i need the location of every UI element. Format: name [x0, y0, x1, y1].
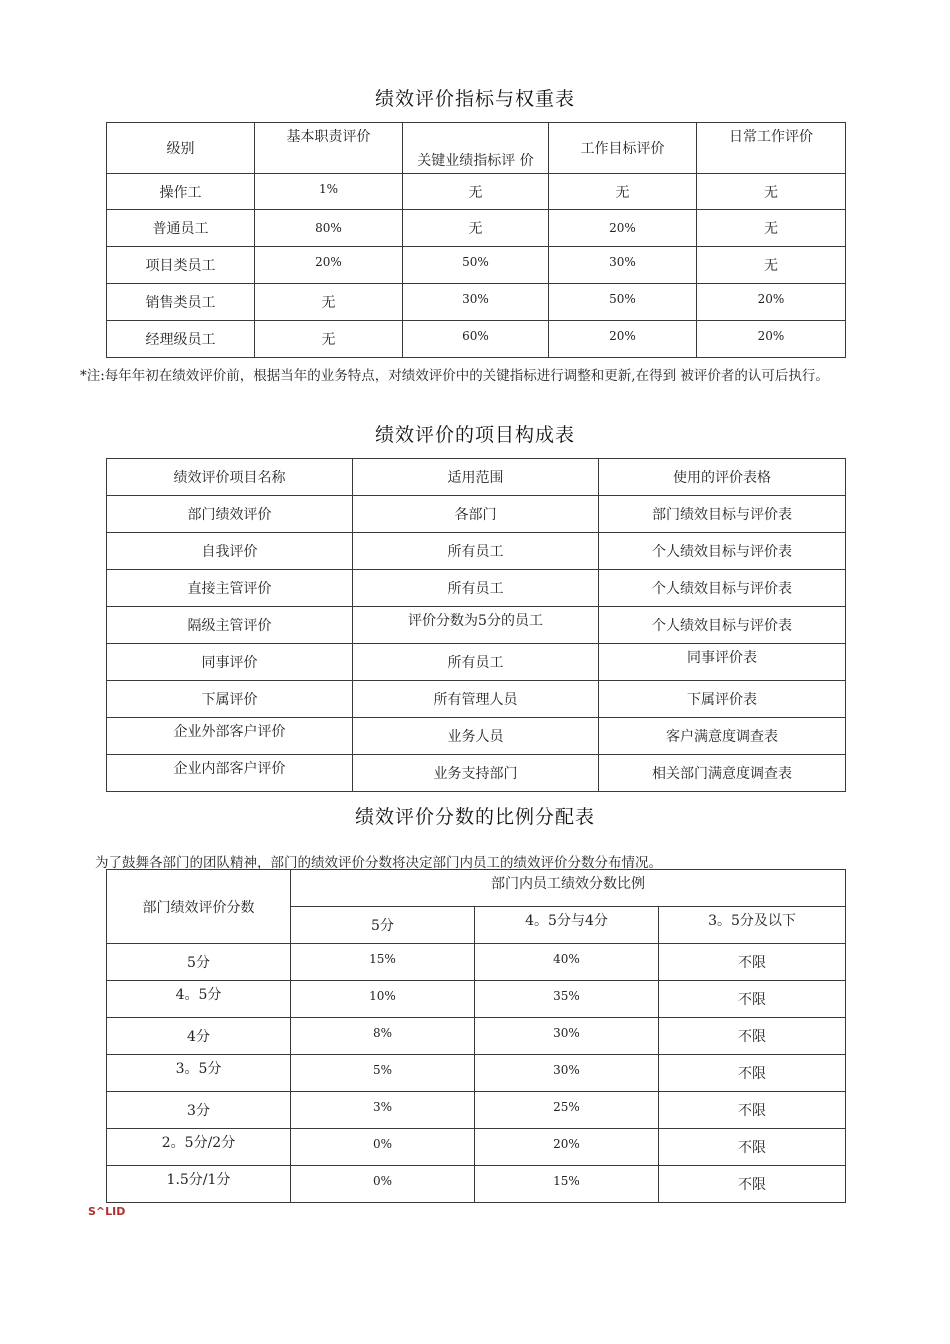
table-cell: 个人绩效目标与评价表: [599, 570, 846, 607]
table-cell: 20%: [697, 284, 846, 321]
table-cell: 个人绩效目标与评价表: [599, 607, 846, 644]
table-row: [107, 681, 846, 718]
table-cell: 部门绩效目标与评价表: [599, 496, 846, 533]
table3-title: 绩效评价分数的比例分配表: [354, 806, 595, 828]
table-cell: 50%: [403, 247, 549, 284]
table-cell: 无: [697, 247, 846, 284]
table-row: [107, 284, 846, 321]
table-cell: 项目类员工: [107, 247, 255, 284]
table-row: [107, 1055, 846, 1092]
components-table: [106, 458, 846, 792]
table-cell: 自我评价: [107, 533, 353, 570]
table-row: [107, 718, 846, 755]
table-cell: 3分: [107, 1092, 291, 1129]
table-cell: 30%: [475, 1055, 659, 1092]
table-header-row: [107, 870, 846, 907]
table-cell: 各部门: [353, 496, 599, 533]
table-cell: 4分: [107, 1018, 291, 1055]
table-cell: 20%: [549, 321, 697, 358]
table-row: [107, 210, 846, 247]
table-cell: 1%: [255, 174, 403, 210]
table-cell: 同事评价: [107, 644, 353, 681]
intro-text: 为了鼓舞各部门的团队精神，部门的绩效评价分数将决定部门内员工的绩效评价分数分布情况。: [95, 855, 662, 871]
table-cell: 30%: [403, 284, 549, 321]
subheader-cell: 5分: [291, 907, 475, 944]
table-cell: 个人绩效目标与评价表: [599, 533, 846, 570]
table-row: [107, 644, 846, 681]
table-cell: 3%: [291, 1092, 475, 1129]
table-row: [107, 496, 846, 533]
table-cell: 20%: [475, 1129, 659, 1166]
table-cell: 企业外部客户评价: [107, 718, 353, 755]
table-cell: 业务支持部门: [353, 755, 599, 792]
table-cell: 2。5分/2分: [107, 1129, 291, 1166]
weights-table: [106, 122, 846, 358]
table-row: [107, 1166, 846, 1203]
table-row: [107, 981, 846, 1018]
table-row: [107, 944, 846, 981]
table-cell: 普通员工: [107, 210, 255, 247]
table1-title: 绩效评价指标与权重表: [374, 88, 575, 110]
header-cell: 部门绩效评价分数: [107, 870, 291, 944]
table-cell: 相关部门满意度调查表: [599, 755, 846, 792]
table-row: [107, 321, 846, 358]
table-cell: 不限: [659, 1055, 846, 1092]
table-cell: 0%: [291, 1129, 475, 1166]
table-cell: 不限: [659, 944, 846, 981]
table-cell: 无: [549, 174, 697, 210]
table-row: [107, 247, 846, 284]
table-cell: 所有员工: [353, 533, 599, 570]
table-row: [107, 1092, 846, 1129]
table-cell: 15%: [291, 944, 475, 981]
header-cell: 使用的评价表格: [599, 459, 846, 496]
table-header-row: [107, 459, 846, 496]
header-group-cell: 部门内员工绩效分数比例: [291, 870, 846, 907]
subheader-cell: 4。5分与4分: [475, 907, 659, 944]
table-cell: 35%: [475, 981, 659, 1018]
table-cell: 15%: [475, 1166, 659, 1203]
table-cell: 8%: [291, 1018, 475, 1055]
table-cell: 不限: [659, 1166, 846, 1203]
header-cell: 基本职责评价: [255, 123, 403, 174]
table-cell: 无: [697, 174, 846, 210]
table-row: [107, 607, 846, 644]
table-cell: 评价分数为5分的员工: [353, 607, 599, 644]
header-cell: 级别: [107, 123, 255, 174]
header-cell: 绩效评价项目名称: [107, 459, 353, 496]
table-row: [107, 533, 846, 570]
table-cell: 1.5分/1分: [107, 1166, 291, 1203]
table-cell: 隔级主管评价: [107, 607, 353, 644]
table-cell: 4。5分: [107, 981, 291, 1018]
table2-title: 绩效评价的项目构成表: [374, 424, 575, 446]
table-cell: 下属评价表: [599, 681, 846, 718]
table-cell: 所有员工: [353, 644, 599, 681]
table-cell: 所有管理人员: [353, 681, 599, 718]
table-cell: 不限: [659, 1092, 846, 1129]
table-cell: 无: [255, 321, 403, 358]
table-cell: 不限: [659, 1018, 846, 1055]
table-cell: 无: [403, 210, 549, 247]
table-cell: 同事评价表: [599, 644, 846, 681]
table-row: [107, 1018, 846, 1055]
table-cell: 20%: [549, 210, 697, 247]
footer-watermark: S^LID: [88, 1205, 126, 1218]
table-cell: 下属评价: [107, 681, 353, 718]
table-cell: 5%: [291, 1055, 475, 1092]
table-cell: 0%: [291, 1166, 475, 1203]
header-cell: 日常工作评价: [697, 123, 846, 174]
score-distribution-table: [106, 869, 846, 1203]
table-cell: 25%: [475, 1092, 659, 1129]
header-cell: 关键业绩指标评 价: [403, 123, 549, 174]
table-cell: 无: [697, 210, 846, 247]
table-cell: 30%: [549, 247, 697, 284]
table-cell: 经理级员工: [107, 321, 255, 358]
table-row: [107, 570, 846, 607]
table-cell: 所有员工: [353, 570, 599, 607]
header-cell: 工作目标评价: [549, 123, 697, 174]
table-cell: 20%: [697, 321, 846, 358]
table-cell: 80%: [255, 210, 403, 247]
table-cell: 60%: [403, 321, 549, 358]
table-cell: 20%: [255, 247, 403, 284]
table-cell: 部门绩效评价: [107, 496, 353, 533]
table-cell: 30%: [475, 1018, 659, 1055]
table-cell: 销售类员工: [107, 284, 255, 321]
table-cell: 3。5分: [107, 1055, 291, 1092]
table-cell: 无: [403, 174, 549, 210]
table-cell: 业务人员: [353, 718, 599, 755]
table-cell: 40%: [475, 944, 659, 981]
table-cell: 无: [255, 284, 403, 321]
note-text: *注:每年年初在绩效评价前，根据当年的业务特点，对绩效评价中的关键指标进行调整和更新,在得到 被评价者的认可后执行。: [80, 368, 829, 384]
table-cell: 50%: [549, 284, 697, 321]
table-row: [107, 174, 846, 210]
table-cell: 不限: [659, 1129, 846, 1166]
table-cell: 5分: [107, 944, 291, 981]
table-cell: 客户满意度调查表: [599, 718, 846, 755]
table-header-row: [107, 123, 846, 174]
table-row: [107, 755, 846, 792]
table-cell: 直接主管评价: [107, 570, 353, 607]
table-row: [107, 1129, 846, 1166]
subheader-cell: 3。5分及以下: [659, 907, 846, 944]
table-cell: 操作工: [107, 174, 255, 210]
table-cell: 不限: [659, 981, 846, 1018]
header-cell: 适用范围: [353, 459, 599, 496]
table-cell: 企业内部客户评价: [107, 755, 353, 792]
table-cell: 10%: [291, 981, 475, 1018]
